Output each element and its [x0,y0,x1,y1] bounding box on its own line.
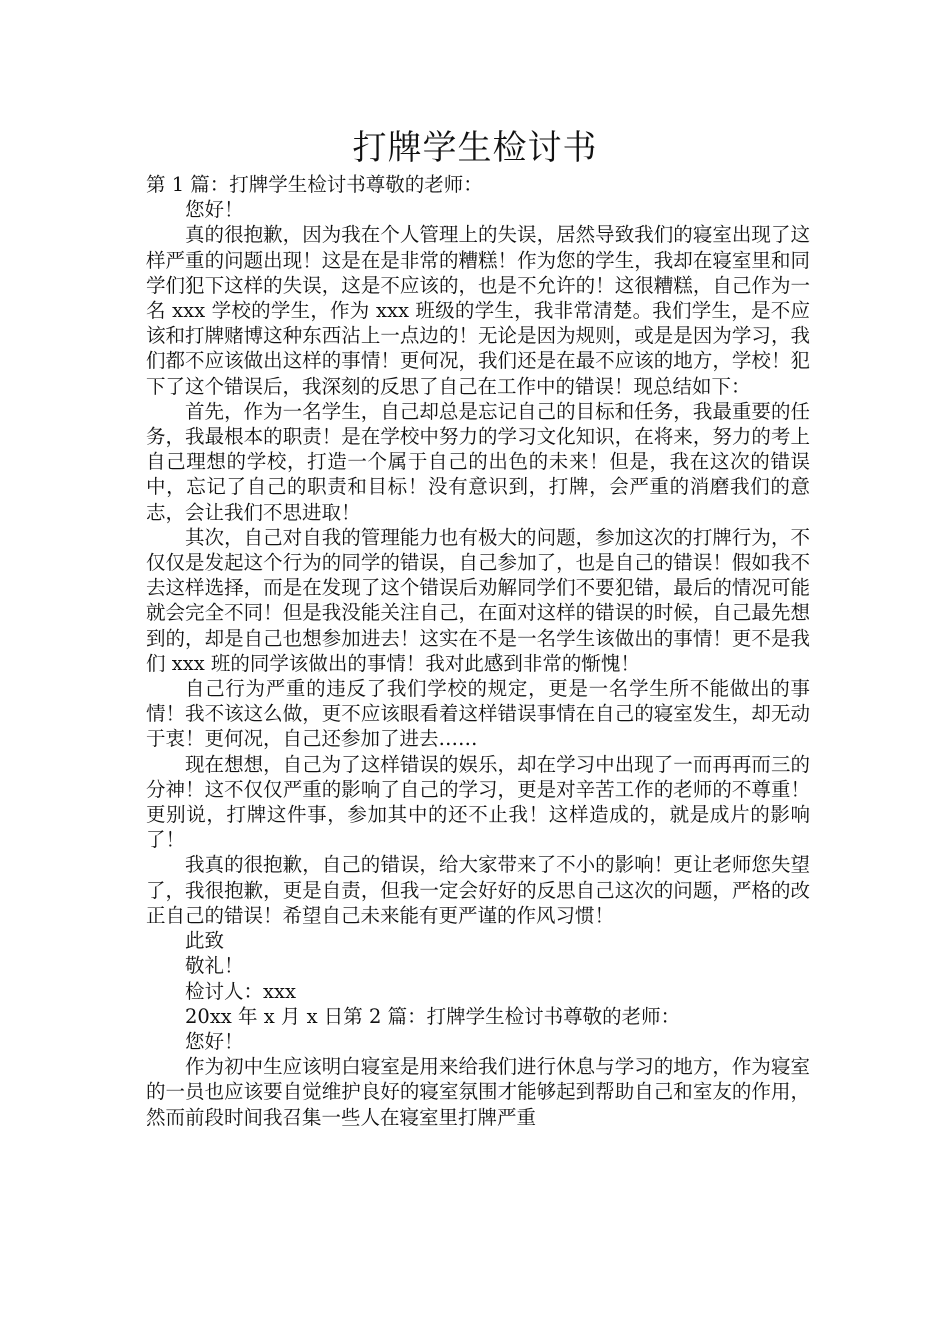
paragraph-second-point: 其次，自己对自我的管理能力也有极大的问题，参加这次的打牌行为，不仅仅是发起这个行为的同学的错误，自己参加了，也是自己的错误！假如我不去这样选择，而是在发现了这个错误后劝解同学们不要犯错，最后的情况可能就会完全不同！但是我没能关注自己，在面对这样的错误的时候，自己最先想到的，却是自己也想参加进去！这实在不是一名学生该做出的事情！更不是我们 xxx 班的同学该做出的事情！我对此感到非常的惭愧！ [146,525,810,675]
greeting: 您好！ [185,198,244,222]
document-title: 打牌学生检讨书 [352,128,598,168]
paragraph-apology: 真的很抱歉，因为我在个人管理上的失误，居然导致我们的寝室出现了这样严重的问题出现！这是在是非常的糟糕！作为您的学生，我却在寝室里和同学们犯下这样的失误，这是不应该的，也是不允许的！这很糟糕，自己作为一名 xxx 学校的学生，作为 xxx 班级的学生，我非常清楚。我们学生，是不应该和打牌赌博这种东西沾上一点边的！无论是因为规则，或是是因为学习，我们都不应该做出这样的事情！更何况，我们还是在最不应该的地方，学校！犯下了这个错误后，我深刻的反思了自己在工作中的错误！现总结如下： [146,223,810,398]
document-body [146,172,810,1130]
date-and-section-heading-2: 20xx 年 x 月 x 日第 2 篇：打牌学生检讨书尊敬的老师： [185,1004,681,1028]
greeting-2: 您好！ [185,1029,244,1053]
paragraph-promise: 我真的很抱歉，自己的错误，给大家带来了不小的影响！更让老师您失望了，我很抱歉，更是自责，但我一定会好好的反思自己这次的问题，严格的改正自己的错误！希望自己未来能有更严谨的作风习惯！ [146,853,810,927]
closing-cizhi: 此致 [185,929,225,953]
paragraph-second-letter-intro: 作为初中生应该明白寝室是用来给我们进行休息与学习的地方，作为寝室的一员也应该要自觉维护良好的寝室氛围才能够起到帮助自己和室友的作用，然而前段时间我召集一些人在寝室里打牌严重 [146,1055,810,1129]
closing-jingli: 敬礼！ [185,954,244,978]
paragraph-first-point: 首先，作为一名学生，自己却总是忘记自己的目标和任务，我最重要的任务，我最根本的职责！是在学校中努力的学习文化知识，在将来，努力的考上自己理想的学校，打造一个属于自己的出色的未来！但是，我在这次的错误中，忘记了自己的职责和目标！没有意识到，打牌，会严重的消磨我们的意志，会让我们不思进取！ [146,399,810,524]
section-heading-1: 第 1 篇：打牌学生检讨书尊敬的老师： [146,173,483,196]
paragraph-reflection: 现在想想，自己为了这样错误的娱乐，却在学习中出现了一而再再而三的分神！这不仅仅严重的影响了自己的学习，更是对辛苦工作的老师的不尊重！更别说，打牌这件事，参加其中的还不止我！这样造成的，就是成片的影响了！ [146,752,810,852]
signature: 检讨人：xxx [185,979,296,1003]
paragraph-rule-violation: 自己行为严重的违反了我们学校的规定，更是一名学生所不能做出的事情！我不该这么做，更不应该眼看着这样错误事情在自己的寝室发生，却无动于衷！更何况，自己还参加了进去…… [146,677,810,751]
